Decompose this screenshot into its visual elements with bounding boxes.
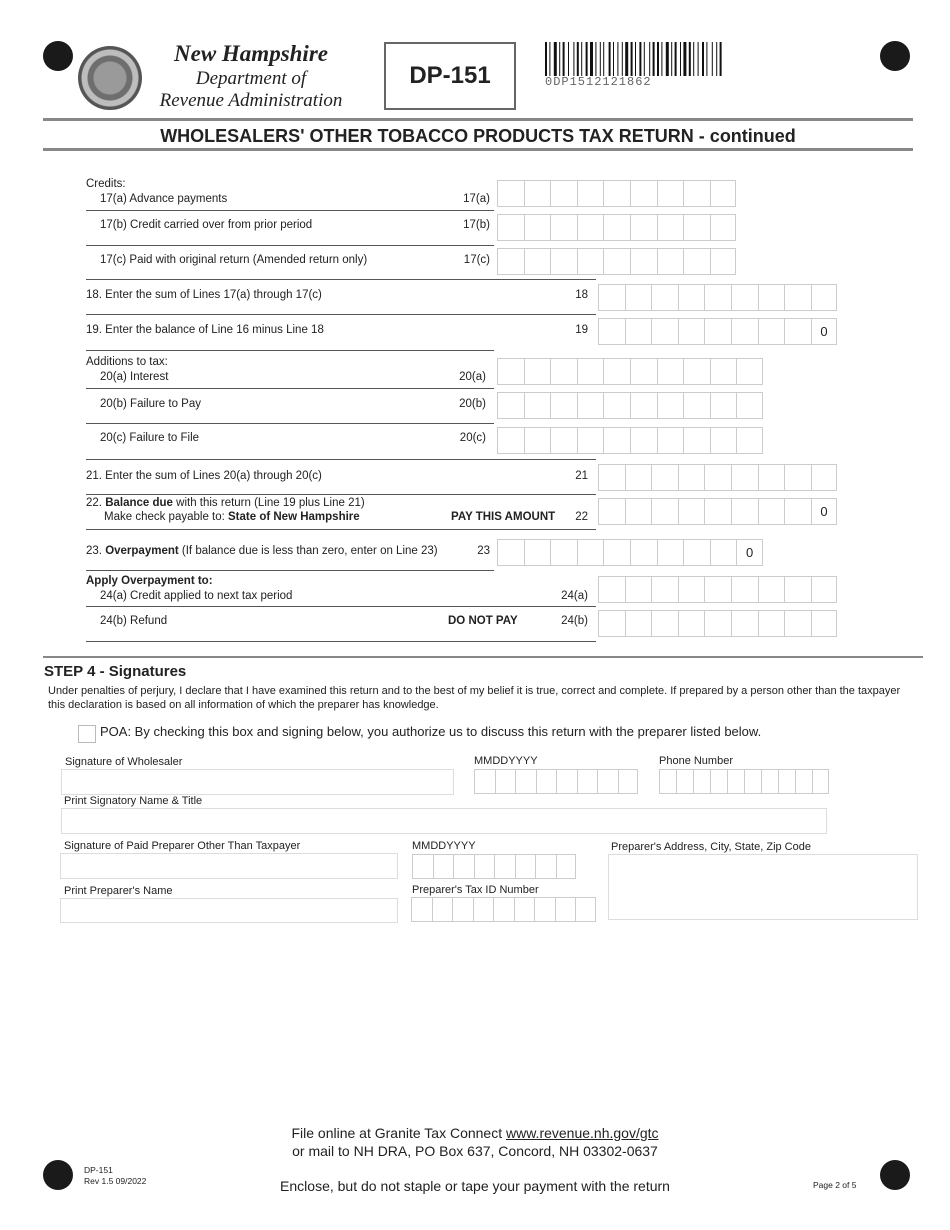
digit-cell: [693, 769, 710, 794]
line-24a-label: 24(a) Credit applied to next tax period: [100, 590, 293, 602]
line-17b-label: 17(b) Credit carried over from prior period: [100, 219, 313, 231]
digit-cell: [577, 392, 604, 419]
digit-cell: [577, 769, 598, 794]
date2-label: MMDDYYYY: [412, 840, 476, 852]
digit-cell: [495, 769, 516, 794]
divider: [86, 279, 596, 280]
line-19-input[interactable]: [598, 318, 837, 345]
digit-cell: [630, 248, 657, 275]
digit-cell: [598, 284, 625, 311]
line-22-rest: with this return (Line 19 plus Line 21): [172, 497, 365, 509]
digit-cell: [524, 392, 551, 419]
digit-cell: [731, 576, 758, 603]
digit-cell: [524, 214, 551, 241]
digit-cell: [453, 854, 474, 879]
line-22-input[interactable]: [598, 498, 837, 525]
footer-revision: Rev 1.5 09/2022: [84, 1176, 147, 1186]
sig-preparer-label: Signature of Paid Preparer Other Than Taxpayer: [64, 840, 301, 852]
digit-cell: [758, 284, 785, 311]
digit-cell: [727, 769, 744, 794]
line-23-rest: (If balance due is less than zero, enter on Line 23): [178, 545, 438, 557]
footer-file-online: [0, 1125, 950, 1141]
prep-address-field[interactable]: [608, 854, 918, 920]
digit-cell: [603, 392, 630, 419]
line-23-prefix: 23.: [86, 545, 106, 557]
phone-label: Phone Number: [659, 755, 733, 767]
digit-cell: [555, 897, 576, 922]
digit-cell: [651, 318, 678, 345]
line-20c-input[interactable]: [497, 427, 763, 454]
digit-cell: [630, 214, 657, 241]
line-20b-input[interactable]: [497, 392, 763, 419]
digit-cell: [625, 284, 652, 311]
digit-cell: [758, 464, 785, 491]
digit-cell: [784, 498, 811, 525]
digit-cell: [683, 358, 710, 385]
digit-cell: [603, 427, 630, 454]
digit-cell: [497, 539, 524, 566]
section-rule: [43, 656, 923, 658]
divider: [86, 245, 494, 246]
print-preparer-field[interactable]: [60, 898, 398, 923]
gtc-link[interactable]: www.revenue.nh.gov/gtc: [506, 1125, 659, 1141]
divider: [86, 641, 596, 642]
digit-cell: [452, 897, 473, 922]
digit-cell: [497, 214, 524, 241]
digit-cell: [432, 897, 453, 922]
digit-cell: [411, 897, 432, 922]
divider: [86, 314, 596, 315]
line-21-input[interactable]: [598, 464, 837, 491]
digit-cell: [524, 248, 551, 275]
line-17c-label: 17(c) Paid with original return (Amended return only): [100, 254, 368, 266]
line-24a-ref: 24(a): [561, 590, 588, 602]
digit-cell: [577, 214, 604, 241]
digit-cell: [736, 392, 763, 419]
line-20c-ref: 20(c): [459, 432, 486, 444]
digit-cell: [657, 539, 684, 566]
digit-cell: [524, 539, 551, 566]
digit-cell: [575, 897, 596, 922]
digit-cell: [683, 539, 710, 566]
digit-cell: [659, 769, 676, 794]
digit-cell: [710, 214, 737, 241]
line-23-ref: 23: [477, 545, 490, 557]
digit-cell: [657, 392, 684, 419]
digit-cell: [550, 392, 577, 419]
digit-cell: [515, 854, 536, 879]
print-preparer-label: Print Preparer's Name: [64, 885, 173, 897]
poa-checkbox[interactable]: [78, 725, 96, 743]
line-22-bold: Balance due: [105, 497, 173, 509]
digit-cell: [550, 214, 577, 241]
line-17b-input[interactable]: [497, 214, 736, 241]
line-19-label: 19. Enter the balance of Line 16 minus Line 18: [86, 324, 324, 336]
digit-cell: [433, 854, 454, 879]
digit-cell: [784, 610, 811, 637]
line-21-label: 21. Enter the sum of Lines 20(a) through 20(c): [86, 470, 322, 482]
digit-cell: [683, 248, 710, 275]
line-19-ref: 19: [575, 324, 588, 336]
line-24b-ref: 24(b): [561, 615, 588, 627]
line-24b-label: 24(b) Refund: [100, 615, 168, 627]
digit-cell: [758, 498, 785, 525]
poa-label: POA: By checking this box and signing below, you authorize us to discuss this return with the preparer listed below.: [100, 724, 762, 739]
digit-cell: [811, 284, 838, 311]
prep-address-label: Preparer's Address, City, State, Zip Code: [611, 841, 811, 853]
digit-cell: [524, 358, 551, 385]
footer-mail: or mail to NH DRA, PO Box 637, Concord, NH 03302-0637: [292, 1143, 658, 1159]
digit-cell: [811, 464, 838, 491]
digit-cell: [710, 180, 737, 207]
digit-cell: [556, 769, 577, 794]
page-title: WHOLESALERS' OTHER TOBACCO PRODUCTS TAX RETURN - continued: [160, 126, 796, 146]
line-23-input[interactable]: [497, 539, 763, 566]
digit-cell: [736, 358, 763, 385]
divider: [86, 423, 494, 424]
divider: [86, 459, 596, 460]
line-17a-input[interactable]: [497, 180, 736, 207]
digit-cell: [651, 464, 678, 491]
line-18-input[interactable]: [598, 284, 837, 311]
digit-cell: [497, 180, 524, 207]
print-signatory-label: Print Signatory Name & Title: [64, 795, 203, 807]
date1-input[interactable]: [474, 769, 638, 794]
divider: [86, 210, 494, 211]
digit-cell: [603, 214, 630, 241]
digit-cell: [412, 854, 433, 879]
digit-cell: [678, 576, 705, 603]
divider: [86, 350, 494, 351]
digit-cell: [625, 576, 652, 603]
digit-cell: [704, 464, 731, 491]
line-17a-label: 17(a) Advance payments: [100, 193, 228, 205]
digit-cell: [598, 318, 625, 345]
digit-cell: [630, 358, 657, 385]
line-20c-label: 20(c) Failure to File: [100, 432, 200, 444]
line-17c-ref: 17(c): [463, 254, 490, 266]
digit-cell: [811, 576, 838, 603]
digit-cell: [736, 427, 763, 454]
date1-label: MMDDYYYY: [474, 755, 538, 767]
digit-cell: 0: [811, 498, 838, 525]
line-22-line2: Make check payable to:: [104, 511, 229, 523]
divider: [86, 388, 494, 389]
digit-cell: [704, 318, 731, 345]
digit-cell: [758, 576, 785, 603]
digit-cell: [625, 464, 652, 491]
digit-cell: [651, 610, 678, 637]
footer-form-id: DP-151: [84, 1165, 113, 1175]
sig-wholesaler-label: Signature of Wholesaler: [65, 756, 183, 768]
sig-wholesaler-field[interactable]: [61, 769, 454, 795]
line-24a-input[interactable]: [598, 576, 837, 603]
digit-cell: [497, 427, 524, 454]
line-21-ref: 21: [575, 470, 588, 482]
agency-line1: New Hampshire: [174, 41, 328, 66]
do-not-pay: DO NOT PAY: [448, 615, 518, 627]
digit-cell: [812, 769, 829, 794]
digit-cell: [630, 427, 657, 454]
digit-cell: [678, 284, 705, 311]
print-signatory-field[interactable]: [61, 808, 827, 834]
digit-cell: [676, 769, 693, 794]
line-20a-label: 20(a) Interest: [100, 371, 169, 383]
footer-enclose: Enclose, but do not staple or tape your payment with the return: [280, 1178, 670, 1194]
digit-cell: 0: [811, 318, 838, 345]
apply-heading: Apply Overpayment to:: [86, 575, 213, 587]
digit-cell: [577, 180, 604, 207]
divider: [86, 570, 494, 571]
digit-cell: [758, 610, 785, 637]
barcode-icon: [545, 42, 765, 76]
digit-cell: [651, 284, 678, 311]
digit-cell: [598, 498, 625, 525]
digit-cell: [778, 769, 795, 794]
line-17b-ref: 17(b): [463, 219, 490, 231]
perjury-statement: Under penalties of perjury, I declare that I have examined this return and to the best of my belief it is true, correct and complete. If prepared by a person other than the taxpayer this declaration is based on all information of which the preparer has knowledge.: [48, 685, 901, 711]
date2-input[interactable]: [412, 854, 576, 879]
registration-mark: [880, 41, 910, 71]
digit-cell: [494, 854, 515, 879]
digit-cell: [625, 318, 652, 345]
credits-heading: Credits:: [86, 178, 126, 190]
line-20a-input[interactable]: [497, 358, 763, 385]
digit-cell: [710, 358, 737, 385]
digit-cell: [550, 427, 577, 454]
line-22-prefix: 22.: [86, 497, 106, 509]
digit-cell: [784, 464, 811, 491]
digit-cell: [657, 180, 684, 207]
digit-cell: [710, 392, 737, 419]
registration-mark: [43, 41, 73, 71]
digit-cell: [598, 576, 625, 603]
digit-cell: [744, 769, 761, 794]
additions-heading: Additions to tax:: [86, 356, 168, 368]
digit-cell: [598, 610, 625, 637]
digit-cell: [514, 897, 535, 922]
digit-cell: [497, 358, 524, 385]
digit-cell: [683, 214, 710, 241]
digit-cell: [683, 180, 710, 207]
line-20b-ref: 20(b): [459, 398, 486, 410]
digit-cell: [704, 498, 731, 525]
digit-cell: [474, 769, 495, 794]
digit-cell: [630, 539, 657, 566]
digit-cell: [577, 358, 604, 385]
digit-cell: [603, 180, 630, 207]
digit-cell: [577, 248, 604, 275]
digit-cell: [556, 854, 577, 879]
digit-cell: [597, 769, 618, 794]
digit-cell: [678, 498, 705, 525]
digit-cell: [535, 854, 556, 879]
digit-cell: [657, 358, 684, 385]
digit-cell: [524, 427, 551, 454]
digit-cell: [625, 498, 652, 525]
digit-cell: [536, 769, 557, 794]
digit-cell: [795, 769, 812, 794]
footer-page-number: Page 2 of 5: [813, 1180, 857, 1190]
line-22-line2-bold: State of New Hampshire: [228, 511, 360, 523]
digit-cell: [678, 610, 705, 637]
digit-cell: [474, 854, 495, 879]
line-18-label: 18. Enter the sum of Lines 17(a) through 17(c): [86, 289, 322, 301]
phone-input[interactable]: [659, 769, 829, 794]
digit-cell: [618, 769, 639, 794]
divider: [86, 529, 596, 530]
digit-cell: [630, 180, 657, 207]
line-20a-ref: 20(a): [459, 371, 486, 383]
digit-cell: [630, 392, 657, 419]
header-rule: [43, 118, 913, 121]
digit-cell: [683, 427, 710, 454]
divider: [86, 494, 596, 495]
digit-cell: [657, 248, 684, 275]
line-18-ref: 18: [575, 289, 588, 301]
digit-cell: [683, 392, 710, 419]
digit-cell: [603, 539, 630, 566]
digit-cell: [704, 610, 731, 637]
digit-cell: [534, 897, 555, 922]
digit-cell: [678, 464, 705, 491]
digit-cell: [473, 897, 494, 922]
state-seal-icon: [78, 46, 142, 110]
digit-cell: [577, 427, 604, 454]
digit-cell: [651, 498, 678, 525]
digit-cell: [625, 610, 652, 637]
line-22-payable: [104, 511, 360, 523]
agency-name: [146, 40, 356, 112]
step4-heading: STEP 4 - Signatures: [44, 663, 187, 680]
digit-cell: [515, 769, 536, 794]
digit-cell: [497, 248, 524, 275]
line-23-label: [86, 545, 438, 557]
digit-cell: [784, 284, 811, 311]
digit-cell: [731, 464, 758, 491]
agency-line3: Revenue Administration: [159, 90, 343, 111]
digit-cell: [731, 318, 758, 345]
digit-cell: 0: [736, 539, 763, 566]
digit-cell: [704, 576, 731, 603]
digit-cell: [603, 248, 630, 275]
digit-cell: [710, 248, 737, 275]
form-id: DP-151: [384, 42, 516, 110]
digit-cell: [550, 358, 577, 385]
digit-cell: [761, 769, 778, 794]
digit-cell: [704, 284, 731, 311]
digit-cell: [784, 318, 811, 345]
digit-cell: [811, 610, 838, 637]
digit-cell: [497, 392, 524, 419]
digit-cell: [731, 610, 758, 637]
line-24b-input[interactable]: [598, 610, 837, 637]
line-22-label: [86, 497, 365, 509]
digit-cell: [758, 318, 785, 345]
digit-cell: [651, 576, 678, 603]
footer-line1: File online at Granite Tax Connect: [291, 1125, 506, 1141]
digit-cell: [603, 358, 630, 385]
line-20b-label: 20(b) Failure to Pay: [100, 398, 201, 410]
barcode-text: 0DP1512121862: [545, 75, 652, 89]
digit-cell: [657, 214, 684, 241]
line-17a-ref: 17(a): [463, 193, 490, 205]
digit-cell: [550, 539, 577, 566]
digit-cell: [710, 769, 727, 794]
sig-preparer-field[interactable]: [60, 853, 398, 879]
prep-taxid-label: Preparer's Tax ID Number: [412, 884, 539, 896]
digit-cell: [710, 427, 737, 454]
digit-cell: [731, 284, 758, 311]
digit-cell: [678, 318, 705, 345]
title-rule: [43, 148, 913, 151]
digit-cell: [657, 427, 684, 454]
line-23-bold: Overpayment: [105, 545, 179, 557]
pay-this-amount: PAY THIS AMOUNT: [451, 511, 556, 523]
digit-cell: [493, 897, 514, 922]
digit-cell: [550, 248, 577, 275]
divider: [86, 606, 596, 607]
digit-cell: [710, 539, 737, 566]
digit-cell: [784, 576, 811, 603]
agency-line2: Department of: [195, 68, 307, 89]
prep-taxid-input[interactable]: [411, 897, 596, 922]
line-22-ref: 22: [575, 511, 588, 523]
digit-cell: [550, 180, 577, 207]
digit-cell: [731, 498, 758, 525]
digit-cell: [524, 180, 551, 207]
line-17c-input[interactable]: [497, 248, 736, 275]
digit-cell: [577, 539, 604, 566]
digit-cell: [598, 464, 625, 491]
